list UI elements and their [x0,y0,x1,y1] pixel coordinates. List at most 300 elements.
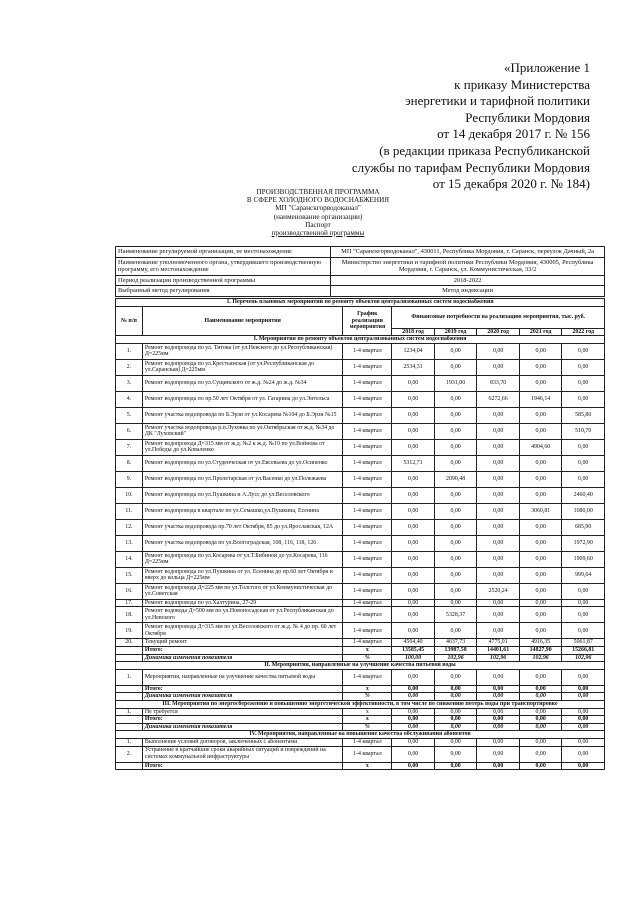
program-subtitle: В СФЕРЕ ХОЛОДНОГО ВОДОСНАБЖЕНИЯ [246,196,390,205]
cell-value: 585,80 [562,407,605,423]
cell-name: Ремонт водопровода по ул.Пушкина от ул. Есенина до пр.60 лет Октября и вверх до кольца Д=225мм [142,567,343,583]
cell-name: Ремонт водопровода по пр.50 лет Октября от ул. Гагарина до ул.Энтельса [142,391,343,407]
cell-schedule: 1-4 квартал [343,746,392,762]
cell-num: 14. [116,551,143,567]
cell-value: 0,00 [392,599,435,607]
cell-value: 0,00 [434,343,477,359]
cell-name: Ремонт водопровода по ул.Студенческая от ул.Евсевьева до ул.Осипенко [142,455,343,471]
program-org-note: (наименование организации) [273,212,363,221]
cell-value: 0,00 [434,738,477,746]
cell-value: 0,00 [562,738,605,746]
cell-value: 0,00 [477,519,520,535]
cell-value: 0,00 [392,375,435,391]
cell-schedule: 1-4 квартал [343,439,392,455]
table-row [116,471,605,487]
cell-value: 0,00 [519,685,562,693]
cell-num: 3. [116,375,143,391]
appendix-line: от 15 декабря 2020 г. № 184) [432,176,590,192]
cell-value: 0,00 [519,487,562,503]
cell-value: 833,70 [477,375,520,391]
cell-value: 510,70 [562,423,605,439]
header-year: 2021 год [519,328,562,336]
cell-name: Ремонт водопровода по ул.Пролетарская от ул.Васенко до ул.Полежаева [142,471,343,487]
cell-value: 0,00 [477,535,520,551]
cell-name: Ремонт водопровода по ул.Сущинского от ж.д. №24 до ж.д. №34 [142,375,343,391]
cell-name: Ремонт водовода Д=500 мм по ул.Новопосадская от ул.Республиканская до ул.Невского [142,607,343,623]
cell-value: 0,00 [477,708,520,716]
cell-value: 0,00 [434,567,477,583]
cell-value: 0,00 [477,762,520,770]
total-row [116,685,605,693]
passport-value: 2018-2022 [331,275,605,286]
cell-value: 0,00 [519,551,562,567]
table-row [116,519,605,535]
table-row [116,599,605,607]
cell-num: 1. [116,708,143,716]
cell-value: 0,00 [477,439,520,455]
cell-value: 102,96 [477,654,520,662]
table-row [116,669,605,685]
cell-value: 102,96 [562,654,605,662]
dynamics-row [116,693,605,701]
section-header [116,336,605,344]
cell-value: 0,00 [519,375,562,391]
program-title: ПРОИЗВОДСТВЕННАЯ ПРОГРАММА [256,188,380,196]
cell-value: 102,96 [434,654,477,662]
cell-schedule: 1-4 квартал [343,359,392,375]
cell-num: 13. [116,535,143,551]
cell-value: 0,00 [562,693,605,701]
header-year: 2022 год [562,328,605,336]
header-schedule: График реализации мероприятия [343,306,392,336]
passport-label: Период реализации производственной программы [116,275,331,286]
cell-schedule: х [343,716,392,724]
cell-value: 0,00 [477,746,520,762]
cell-value: 0,00 [434,535,477,551]
cell-value: 0,00 [392,567,435,583]
passport-row [116,275,605,286]
cell-value: 0,00 [562,607,605,623]
cell-name: Ремонт участка водопровода по ул.Волгоградская, 108, 116, 118, 126 [142,535,343,551]
cell-schedule: х [343,685,392,693]
cell-label: Итого: [142,762,343,770]
cell-schedule: 1-4 квартал [343,423,392,439]
cell-value: 0,00 [434,503,477,519]
passport-row [116,257,605,275]
cell-num: 4. [116,391,143,407]
cell-value: 3060,81 [519,503,562,519]
cell-name: Ремонт водопровода Д=315 мм от ж.д. №2 к ж.д. №10 по ул.Войнова от ул.Победы до ул.Коваленко [142,439,343,455]
cell-value: 0,00 [519,567,562,583]
cell-value: 0,00 [392,551,435,567]
cell-value: 0,00 [562,623,605,639]
program-org: МП "Саранскгорводоканал" [275,204,361,213]
cell-value: 0,00 [519,762,562,770]
cell-value: 0,00 [392,391,435,407]
cell-value: 0,00 [519,423,562,439]
cell-value: 0,00 [519,723,562,731]
cell-value: 15266,81 [562,646,605,654]
dynamics-row [116,654,605,662]
cell-name: Ремонт водопровода по ул.Косарева от ул.Т.Бибиной до ул.Косарева, 116 Д=225мм [142,551,343,567]
cell-value: 0,00 [477,693,520,701]
cell-value: 4504,40 [392,639,435,647]
table-row [116,583,605,599]
passport-table [115,246,605,297]
appendix-line: энергетики и тарифной политики [405,93,590,109]
cell-value: 0,00 [519,716,562,724]
cell-value: 0,00 [434,391,477,407]
section-title: III. Мероприятия по энергосбережению и повышению энергетической эффективности, в том числе по снижению потерь воды при транспортировке [116,700,605,708]
passport-subtitle: производственной программы [271,229,365,238]
cell-value: 0,00 [392,723,435,731]
cell-num: 5. [116,407,143,423]
cell-value: 0,00 [392,716,435,724]
appendix-line: службы по тарифам Республики Мордовия [351,159,590,175]
cell-value: 0,00 [519,455,562,471]
cell-value: 0,00 [392,503,435,519]
total-row [116,762,605,770]
table-row [116,639,605,647]
cell-value: 0,00 [562,583,605,599]
header-name: Наименование мероприятия [142,306,343,336]
cell-value: 0,00 [392,623,435,639]
cell-value: 0,00 [434,685,477,693]
table-row [116,487,605,503]
cell-value: 0,00 [392,607,435,623]
cell-schedule: 1-4 квартал [343,519,392,535]
cell-name: Ремонт водопровода по ул.Пушкина и А.Лусс до ул.Веселовского [142,487,343,503]
cell-value: 0,00 [392,708,435,716]
cell-value: 0,00 [562,716,605,724]
passport-value: Метод индексации [331,286,605,297]
cell-value: 0,00 [562,375,605,391]
cell-num: 15. [116,567,143,583]
cell-label: Итого: [142,716,343,724]
cell-value: 14827,90 [519,646,562,654]
cell-value: 0,00 [562,455,605,471]
cell-value: 0,00 [434,487,477,503]
cell-value: 4637,73 [434,639,477,647]
cell-value: 0,00 [519,669,562,685]
cell-value: 2534,31 [392,359,435,375]
appendix-line: к приказу Министерства [454,76,590,92]
header-year: 2018 год [392,328,435,336]
cell-schedule: 1-4 квартал [343,551,392,567]
cell-num: 17. [116,599,143,607]
cell-num: 7. [116,439,143,455]
cell-value: 4775,01 [477,639,520,647]
cell-value: 0,00 [434,746,477,762]
cell-value: 0,00 [519,738,562,746]
cell-schedule: 1-4 квартал [343,343,392,359]
cell-value: 0,00 [434,455,477,471]
cell-value: 0,00 [477,471,520,487]
cell-value: 0,00 [477,723,520,731]
table-row [116,439,605,455]
cell-value: 13585,45 [392,646,435,654]
cell-schedule: 1-4 квартал [343,639,392,647]
cell-schedule: 1-4 квартал [343,487,392,503]
cell-value: 0,00 [392,519,435,535]
passport-row [116,286,605,297]
cell-value: 0,00 [477,359,520,375]
cell-value: 0,00 [519,519,562,535]
cell-value: 0,00 [434,407,477,423]
cell-value: 0,00 [477,407,520,423]
cell-num: 19. [116,623,143,639]
cell-value: 1909,60 [562,551,605,567]
cell-num: 2. [116,359,143,375]
table-row [116,359,605,375]
cell-schedule: 1-4 квартал [343,738,392,746]
cell-label: Динамика изменения показателя [142,654,343,662]
section-header [116,700,605,708]
cell-value: 0,00 [519,359,562,375]
cell-value: 0,00 [477,551,520,567]
cell-value: 0,00 [562,471,605,487]
cell-label: Динамика изменения показателя [142,693,343,701]
dynamics-row [116,723,605,731]
cell-name: Ремонт участка водопровода по Б.Эрзи от ул.Косарева №104 до Б.Эрзи №15 [142,407,343,423]
table-row [116,551,605,567]
cell-value: 0,00 [519,693,562,701]
cell-name: Ремонт участка водопровода пр.70 лет Октября, 85 до ул.Ярославская, 12А [142,519,343,535]
cell-value: 0,00 [562,439,605,455]
cell-value: 0,00 [562,685,605,693]
cell-value: 0,00 [562,708,605,716]
cell-value: 5328,37 [434,607,477,623]
cell-value: 1931,00 [434,375,477,391]
section-header [116,662,605,670]
cell-schedule: % [343,693,392,701]
cell-value: 0,00 [392,535,435,551]
appendix-header [300,60,590,193]
cell-value: 0,00 [392,423,435,439]
cell-name: Ремонт водопровода в квартале по ул.Семашко,ул.Пушкина, Есенина [142,503,343,519]
cell-value: 0,00 [477,455,520,471]
cell-value: 0,00 [519,407,562,423]
cell-value: 1946,14 [519,391,562,407]
cell-name: Ремонт водопровода Д=225 мм по ул.Толстого от ул.Коммунистическая до ул.Советская [142,583,343,599]
cell-schedule: 1-4 квартал [343,583,392,599]
cell-value: 2460,40 [562,487,605,503]
cell-num: 1. [116,343,143,359]
cell-value: 0,00 [519,471,562,487]
cell-value: 0,00 [434,716,477,724]
cell-name: Ремонт водопровода Д=315 мм по ул.Веселовского от ж.д. № 4 до пр. 60 лет Октября [142,623,343,639]
cell-num: 16. [116,583,143,599]
cell-value: 0,00 [392,738,435,746]
cell-label: Итого: [142,646,343,654]
cell-name: Ремонт водопровода по ул. Титова (от ул.Невского до ул.Республиканская) Д=225мм [142,343,343,359]
cell-value: 2520,24 [477,583,520,599]
cell-value: 0,00 [434,359,477,375]
table-row [116,623,605,639]
cell-value: 0,00 [434,708,477,716]
appendix-line: Республики Мордовия [465,109,590,125]
cell-name: Текущий ремонт [142,639,343,647]
cell-num: 20. [116,639,143,647]
cell-label: Итого: [142,685,343,693]
cell-value: 0,00 [477,503,520,519]
cell-value: 1234,04 [392,343,435,359]
cell-value: 0,00 [519,623,562,639]
cell-value: 0,00 [477,599,520,607]
cell-value: 0,00 [392,487,435,503]
section-header [116,731,605,739]
cell-num: 18. [116,607,143,623]
table-row [116,607,605,623]
cell-schedule: % [343,723,392,731]
header-num: № п/п [116,306,143,336]
cell-value: 0,00 [392,685,435,693]
cell-num: 1. [116,738,143,746]
section-title: II. Мероприятия, направленные на улучшение качества питьевой воды [116,662,605,670]
cell-value: 0,00 [519,607,562,623]
cell-value: 0,00 [477,623,520,639]
table-row [116,535,605,551]
cell-value: 0,00 [477,738,520,746]
cell-name: Ремонт водопровода по ул.Крестьянская (от ул.Республиканская до ул.Саранская) Д=225мм [142,359,343,375]
cell-schedule: 1-4 квартал [343,599,392,607]
cell-value: 0,00 [562,723,605,731]
cell-value: 4904,60 [519,439,562,455]
cell-schedule: 1-4 квартал [343,391,392,407]
table-row [116,567,605,583]
cell-value: 0,00 [477,423,520,439]
cell-value: 0,00 [392,746,435,762]
cell-value: 0,00 [562,669,605,685]
header-year: 2020 год [477,328,520,336]
cell-value: 5312,71 [392,455,435,471]
cell-value: 0,00 [434,599,477,607]
cell-value: 0,00 [392,762,435,770]
cell-schedule: х [343,646,392,654]
cell-value: 999,64 [562,567,605,583]
cell-num: 1. [116,669,143,685]
cell-value: 0,00 [562,391,605,407]
total-row [116,716,605,724]
cell-value: 0,00 [434,583,477,599]
cell-value: 0,00 [562,762,605,770]
passport-label: Наименование регулируемой организации, ее местонахождение [116,247,331,258]
cell-value: 5061,87 [562,639,605,647]
cell-value: 4916,35 [519,639,562,647]
cell-name: Ремонт участка водопровода р.п.Луховка по ул.Октябрьская от ж.д. №34 до ДК "Луховский" [142,423,343,439]
cell-label: Динамика изменения показателя [142,723,343,731]
cell-value: 1972,90 [562,535,605,551]
passport-label: Выбранный метод регулирования [116,286,331,297]
cell-name: Ремонт водопровода по ул.Халтурина, 27-29 [142,599,343,607]
passport-label: Наименование уполномоченного органа, утвердившего производственную программу, его местонахождение [116,257,331,275]
cell-value: 0,00 [519,746,562,762]
table-row [116,375,605,391]
cell-schedule: 1-4 квартал [343,567,392,583]
table-caption: 1. Перечень плановых мероприятий по ремонту объектов централизованных систем водоснабжения [116,299,605,307]
cell-value: 0,00 [477,567,520,583]
appendix-line: (в редакции приказа Республиканской [379,142,590,158]
cell-value: 6272,66 [477,391,520,407]
cell-value: 0,00 [562,599,605,607]
cell-value: 0,00 [477,343,520,359]
table-row [116,738,605,746]
cell-schedule: 1-4 квартал [343,375,392,391]
cell-num: 6. [116,423,143,439]
cell-value: 0,00 [392,407,435,423]
cell-value: 0,00 [392,669,435,685]
cell-value: 0,00 [519,343,562,359]
table-row [116,423,605,439]
cell-value: 14401,61 [477,646,520,654]
cell-num: 9. [116,471,143,487]
cell-value: 0,00 [434,623,477,639]
cell-value: 0,00 [477,669,520,685]
cell-value: 0,00 [519,583,562,599]
cell-value: 0,00 [392,583,435,599]
cell-name: Не требуется [142,708,343,716]
cell-schedule: 1-4 квартал [343,455,392,471]
cell-name: Мероприятия, направленные на улучшение качества питьевой воды [142,669,343,685]
passport-row [116,247,605,258]
table-row [116,708,605,716]
cell-value: 0,00 [434,693,477,701]
cell-name: Выполнение условий договоров, заключенных с абонентами [142,738,343,746]
cell-value: 100,00 [392,654,435,662]
activities-table [115,298,605,770]
cell-value: 0,00 [392,693,435,701]
cell-value: 0,00 [392,471,435,487]
table-row [116,343,605,359]
cell-value: 0,00 [434,519,477,535]
cell-value: 0,00 [434,423,477,439]
cell-value: 0,00 [477,607,520,623]
cell-schedule: % [343,654,392,662]
cell-value: 0,00 [434,723,477,731]
cell-value: 1080,00 [562,503,605,519]
header-year: 2019 год [434,328,477,336]
cell-num: 8. [116,455,143,471]
section-title: I. Мероприятия по ремонту объектов централизованных систем водоснабжения [116,336,605,344]
cell-name: Устранение в кратчайшие сроки аварийных ситуаций и повреждений на системах коммунальной инфраструктуры [142,746,343,762]
cell-value: 0,00 [477,487,520,503]
cell-schedule: 1-4 квартал [343,535,392,551]
cell-value: 0,00 [562,359,605,375]
cell-value: 2090,48 [434,471,477,487]
cell-value: 0,00 [519,708,562,716]
appendix-line: от 14 декабря 2017 г. № 156 [437,126,590,142]
section-title: IV. Мероприятия, направленные на повышение качества обслуживания абонентов [116,731,605,739]
cell-schedule: 1-4 квартал [343,407,392,423]
cell-value: 0,00 [434,551,477,567]
cell-value: 0,00 [562,343,605,359]
cell-value: 0,00 [519,535,562,551]
appendix-line: «Приложение 1 [503,60,590,75]
total-row [116,646,605,654]
passport-value: Министерство энергетики и тарифной политики Республики Мордовия, 430005, Республика Мордовия, г. Саранск, ул. Коммунистическая, 33/2 [331,257,605,275]
cell-value: 0,00 [434,669,477,685]
cell-value: 0,00 [477,685,520,693]
cell-value: 685,90 [562,519,605,535]
cell-num: 11. [116,503,143,519]
cell-value: 0,00 [477,716,520,724]
cell-value: 13987,58 [434,646,477,654]
cell-schedule: х [343,708,392,716]
cell-num: 12. [116,519,143,535]
cell-value: 0,00 [434,762,477,770]
header-financing: Финансовые потребности на реализацию мероприятия, тыс. руб. [392,306,605,328]
table-row [116,407,605,423]
